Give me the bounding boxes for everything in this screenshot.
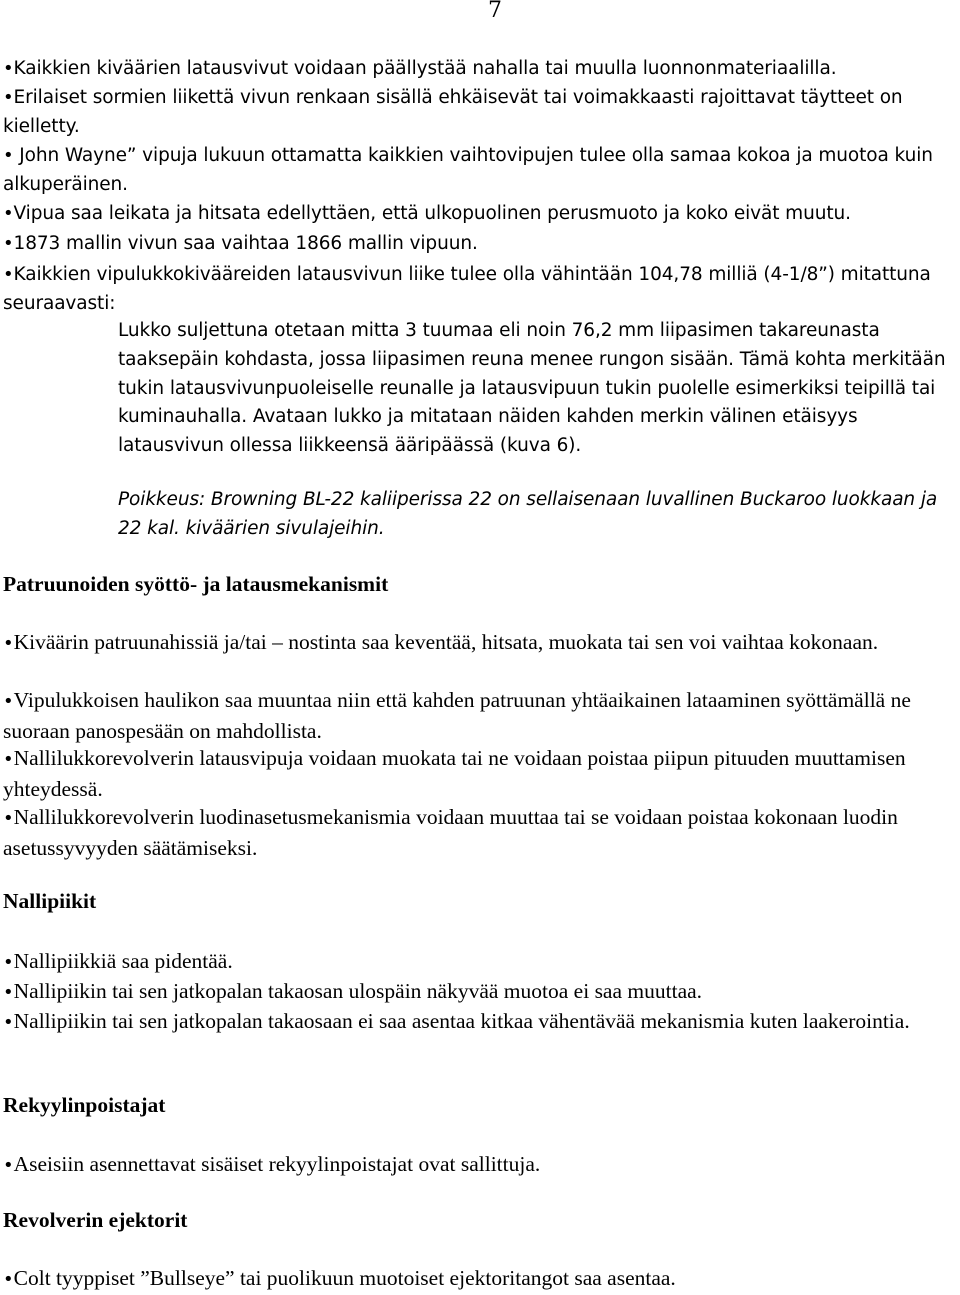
list-item (3, 803, 958, 863)
section-heading: Revolverin ejektorit (3, 1208, 188, 1232)
list-item (3, 1007, 958, 1038)
list-item (3, 1150, 958, 1181)
bullet-icon: • (3, 1155, 14, 1176)
bullet-icon: • (3, 633, 14, 654)
list-item (3, 744, 958, 804)
bullet-icon: • (3, 233, 14, 254)
list-item-text: Nallipiikkiä saa pidentää. (13, 949, 233, 973)
section-heading: Patruunoiden syöttö- ja latausmekanismit (3, 572, 389, 596)
list-item-text: Erilaiset sormien liikettä vivun renkaan sisällä ehkäisevät tai voimakkaasti rajoittavat täytteet on kielletty. (3, 87, 903, 137)
bullet-icon: • (3, 952, 14, 973)
list-item (3, 142, 958, 200)
list-item (3, 977, 958, 1008)
list-item-text: Vipua saa leikata ja hitsata edellyttäen, että ulkopuolinen perusmuoto ja koko eivät muutu. (13, 203, 851, 224)
bullet-icon: • (3, 691, 14, 712)
list-item-text: Kaikkien kiväärien latausvivut voidaan päällystää nahalla tai muulla luonnonmateriaalilla. (13, 58, 837, 79)
page-number: 7 (488, 0, 502, 23)
list-item (3, 686, 958, 746)
list-item-text: 1873 mallin vivun saa vaihtaa 1866 mallin vipuun. (13, 233, 478, 254)
bullet-icon: • (3, 1012, 14, 1033)
list-item-text: Nallipiikin tai sen jatkopalan takaosaan ei saa asentaa kitkaa vähentävää mekanismia kuten laakerointia. (13, 1009, 910, 1033)
list-item-text: John Wayne” vipuja lukuun ottamatta kaikkien vaihtovipujen tulee olla samaa kokoa ja muotoa kuin alkuperäinen. (3, 145, 933, 195)
list-item (3, 84, 958, 142)
bullet-icon: • (3, 58, 14, 79)
list-item (3, 1264, 958, 1295)
list-item-text: Kiväärin patruunahissiä ja/tai – nostinta saa keventää, hitsata, muokata tai sen voi vaihtaa kokonaan. (13, 630, 879, 654)
list-item-text: Aseisiin asennettavat sisäiset rekyylinpoistajat ovat sallittuja. (13, 1152, 541, 1176)
list-item-text: Kaikkien vipulukkokivääreiden latausvivun liike tulee olla vähintään 104,78 milliä (4-1/8”) mitattuna seuraavasti: (3, 264, 931, 314)
list-item-text: Nallilukkorevolverin luodinasetusmekanismia voidaan muuttaa tai se voidaan poistaa kokonaan luodin asetussyvyyden säätämiseksi. (3, 805, 898, 860)
list-item-text: Colt tyyppiset ”Bullseye” tai puolikuun muotoiset ejektoritangot saa asentaa. (13, 1266, 676, 1290)
bullet-icon: • (3, 203, 14, 224)
list-item (3, 947, 958, 978)
bullet-icon: • (3, 87, 14, 108)
list-item (3, 261, 958, 319)
bullet-icon: • (3, 749, 14, 770)
list-item-text: Nallipiikin tai sen jatkopalan takaosan ulospäin näkyvää muotoa ei saa muuttaa. (13, 979, 703, 1003)
bullet-icon: • (3, 264, 14, 285)
bullet-icon: • (3, 808, 14, 829)
list-item (3, 230, 958, 259)
list-item-text: Nallilukkorevolverin latausvipuja voidaan muokata tai ne voidaan poistaa piipun pituuden muuttamisen yhteydessä. (3, 746, 906, 801)
list-item-text: Vipulukkoisen haulikon saa muuntaa niin että kahden patruunan yhtäaikainen lataaminen syöttämällä ne suoraan panospesään on mahdollista. (3, 688, 911, 743)
list-item (3, 628, 958, 659)
measurement-paragraph: Lukko suljettuna otetaan mitta 3 tuumaa eli noin 76,2 mm liipasimen takareunasta taaksepäin kohdasta, jossa liipasimen reuna menee rungon sisään. Tämä kohta merkitään tukin latausvivunpuoleiselle reunalle ja latausvipuun tukin puolelle esimerkiksi teipillä tai kuminauhalla. Avataan lukko ja mitataan näiden kahden merkin välinen etäisyys latausvivun ollessa liikkeensä ääripäässä (kuva 6). (118, 320, 946, 457)
bullet-icon: • (3, 145, 14, 166)
list-item (3, 55, 958, 84)
exception-note: Poikkeus: Browning BL-22 kaliiperissa 22 on sellaisenaan luvallinen Buckaroo luokkaan ja 22 kal. kiväärien sivulajeihin. (118, 489, 938, 539)
list-item (3, 200, 958, 229)
bullet-icon: • (3, 982, 14, 1003)
bullet-icon: • (3, 1269, 14, 1290)
section-heading: Rekyylinpoistajat (3, 1093, 166, 1117)
section-heading: Nallipiikit (3, 889, 97, 913)
